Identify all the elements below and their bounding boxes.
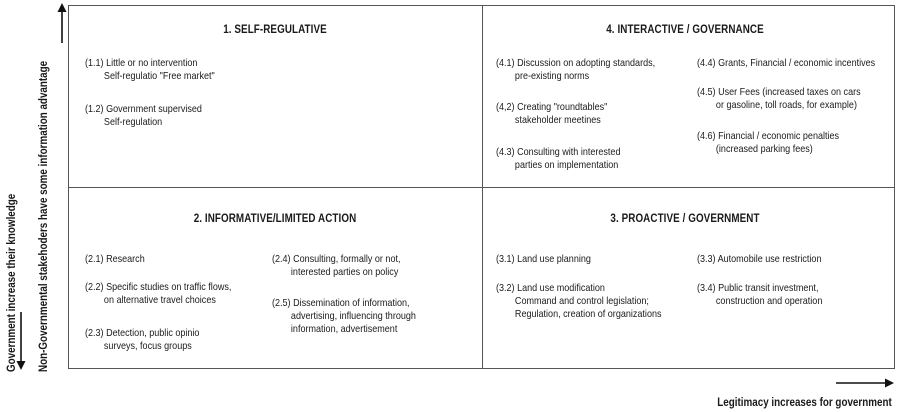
item-4-1: (4.1) Discussion on adopting standards, pre-existing norms	[496, 57, 656, 82]
item-3-3: (3.3) Automobile use restriction	[697, 253, 822, 265]
item-2-1: (2.1) Research	[85, 253, 145, 265]
item-2-5: (2.5) Dissemination of information, advertising, influencing through information, advertisement	[272, 297, 416, 335]
vertical-divider	[482, 5, 483, 369]
quadrant-4-title: 4. INTERACTIVE / GOVERNANCE	[606, 22, 764, 36]
item-2-3: (2.3) Detection, public opinio surveys, focus groups	[85, 327, 200, 352]
item-3-4: (3.4) Public transit investment, construction and operation	[697, 282, 823, 307]
item-2-2: (2.2) Specific studies on traffic flows, on alternative travel choices	[85, 281, 232, 306]
item-1-2: (1.2) Government supervised Self-regulation	[85, 103, 202, 128]
item-1-1: (1.1) Little or no intervention Self-regulatio "Free market"	[85, 57, 215, 82]
right-arrow-icon	[836, 377, 894, 389]
quadrant-3-title: 3. PROACTIVE / GOVERNMENT	[610, 211, 760, 225]
item-3-1: (3.1) Land use planning	[496, 253, 591, 265]
up-arrow-icon	[56, 3, 68, 43]
item-4-5: (4.5) User Fees (increased taxes on cars or gasoline, toll roads, for example)	[697, 86, 861, 111]
item-4-6: (4.6) Financial / economic penalties (increased parking fees)	[697, 130, 840, 155]
item-4-3: (4.3) Consulting with interested parties on implementation	[496, 146, 621, 171]
bottom-axis-label: Legitimacy increases for government	[717, 395, 892, 409]
left-inner-axis-label: Non-Governmental stakehoders have some information advantage	[36, 60, 50, 372]
quadrant-1-title: 1. SELF-REGULATIVE	[223, 22, 327, 36]
item-4-4: (4.4) Grants, Financial / economic incentives	[697, 57, 876, 69]
down-arrow-icon	[15, 312, 27, 370]
quadrant-2-title: 2. INFORMATIVE/LIMITED ACTION	[193, 211, 357, 225]
item-4-2: (4,2) Creating "roundtables" stakeholder meetines	[496, 101, 608, 126]
left-outer-axis-label: Government increase their knowledge	[4, 193, 18, 372]
item-3-2: (3.2) Land use modification Command and control legislation; Regulation, creation of organizations	[496, 282, 662, 320]
item-2-4: (2.4) Consulting, formally or not, interested parties on policy	[272, 253, 401, 278]
